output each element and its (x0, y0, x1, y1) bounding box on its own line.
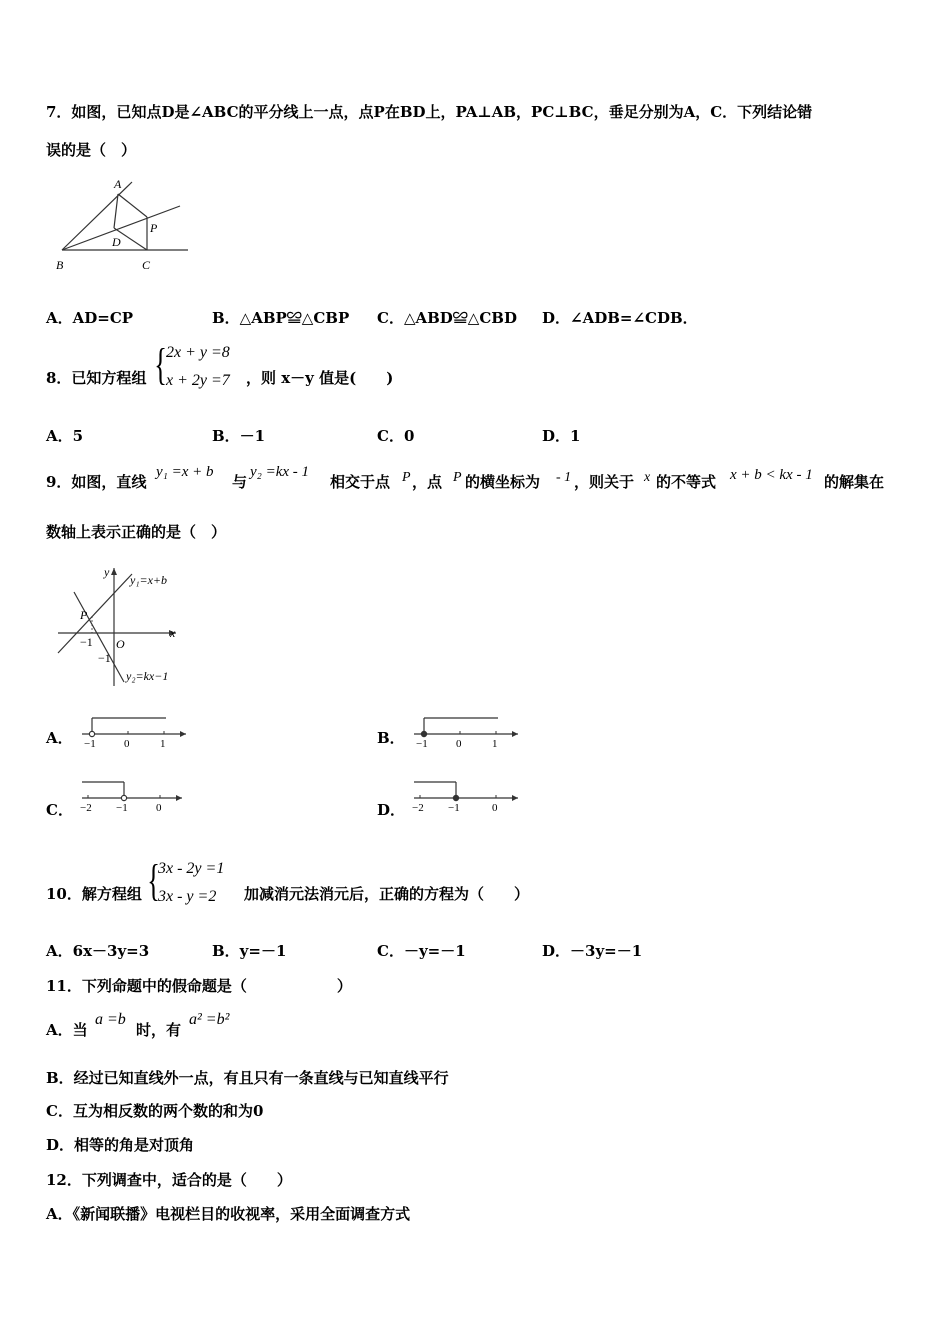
q10-number: 10．解方程组 (46, 885, 142, 903)
q7-figure (52, 174, 192, 274)
q9-d-tick-2: −1 (448, 802, 460, 814)
q8-eq1: 2x + y =8 (166, 344, 230, 361)
q9-ineq-label: 的不等式 (656, 473, 717, 491)
q10-eq2: 3x - y =2 (158, 888, 217, 905)
q11-option-c[interactable]: C．互为相反数的两个数的和为0 (46, 1102, 264, 1120)
q10-eq1: 3x - 2y =1 (158, 860, 225, 877)
q11-option-a-prefix[interactable]: A．当 (46, 1021, 88, 1039)
q9-point-text: ，点 (412, 473, 443, 491)
q9-c-tick-2: −1 (116, 802, 128, 814)
q9-number: 9．如图，直线 (46, 473, 147, 491)
q10-brace: { (147, 856, 160, 905)
q9-neg-one: - 1 (556, 470, 572, 485)
q9-solution: 的解集在 (824, 473, 885, 491)
q11-option-b[interactable]: B．经过已知直线外一点，有且只有一条直线与已知直线平行 (46, 1069, 449, 1087)
q7-stem-line1: 7．如图，已知点D是∠ABC的平分线上一点，点P在BD上，PA⊥AB，PC⊥BC，垂足分别为A，C．下列结论错 (46, 103, 813, 121)
q10-option-b[interactable]: B．y=－1 (212, 942, 287, 960)
q11-option-a-mid: 时，有 (136, 1021, 182, 1039)
q7-label-P: P (150, 221, 158, 235)
q9-option-d-label[interactable]: D． (377, 801, 406, 819)
q9-b-tick-3: 1 (492, 738, 498, 750)
q9-x-neg1: −1 (80, 635, 93, 649)
q9-option-c-label[interactable]: C． (46, 801, 73, 819)
q9-c-tick-3: 0 (156, 802, 162, 814)
q9-b-tick-2: 0 (456, 738, 462, 750)
q8-eq2: x + 2y =7 (166, 372, 230, 389)
q9-axis-y: y (104, 565, 110, 579)
q9-P: P (402, 470, 411, 485)
q9-line2: 数轴上表示正确的是（ ） (46, 523, 227, 541)
q8-tail: ，则 x－y 值是( ) (246, 369, 394, 387)
q11-stem: 11．下列命题中的假命题是（ ） (46, 977, 352, 995)
q7-label-D: D (112, 235, 121, 249)
q9-c-tick-1: −2 (80, 802, 92, 814)
q10-option-d[interactable]: D．－3y=－1 (542, 942, 643, 960)
q12-option-a[interactable]: A．《新闻联播》电视栏目的收视率，采用全面调查方式 (46, 1205, 411, 1223)
q9-option-a-numberline[interactable] (78, 712, 190, 750)
q10-option-c[interactable]: C．－y=－1 (377, 942, 466, 960)
q9-option-b-numberline[interactable] (410, 712, 522, 750)
q9-P-2: P (453, 470, 462, 485)
q9-d-tick-1: −2 (412, 802, 424, 814)
q9-axis-x: x (170, 626, 176, 640)
q9-a-tick-1: −1 (84, 738, 96, 750)
q9-option-a-label[interactable]: A． (46, 729, 73, 747)
q9-y-neg1: −1 (98, 651, 111, 665)
q9-d-tick-3: 0 (492, 802, 498, 814)
q9-line-y2-label: y₂=kx−1 (126, 669, 169, 683)
q9-origin: O (116, 637, 125, 651)
q7-label-B: B (56, 258, 64, 272)
q9-b-tick-1: −1 (416, 738, 428, 750)
q9-about: ，则关于 (574, 473, 635, 491)
q7-label-C: C (142, 258, 151, 272)
q9-line-y1-label: y₁=x+b (130, 573, 168, 587)
q7-stem-line2: 误的是（ ） (46, 141, 137, 159)
q11-option-a-result: a² =b² (189, 1011, 230, 1028)
q8-option-c[interactable]: C．0 (377, 427, 415, 445)
q8-option-a[interactable]: A．5 (46, 427, 84, 445)
q7-label-A: A (114, 177, 122, 191)
q7-option-a[interactable]: A．AD=CP (46, 309, 134, 327)
q9-abscissa: 的横坐标为 (465, 473, 541, 491)
q8-brace: { (154, 340, 167, 389)
q8-option-b[interactable]: B．－1 (212, 427, 266, 445)
q11-option-d[interactable]: D．相等的角是对顶角 (46, 1136, 195, 1154)
q9-intersect: 相交于点 (330, 473, 391, 491)
q12-stem: 12．下列调查中，适合的是（ ） (46, 1171, 292, 1189)
q8-number: 8．已知方程组 (46, 369, 147, 387)
q9-y1-expr: y₁ =x + b (156, 464, 214, 480)
q7-option-c[interactable]: C．△ABD≌△CBD (377, 309, 517, 327)
q9-a-tick-2: 0 (124, 738, 130, 750)
q10-tail: 加减消元法消元后，正确的方程为（ ） (244, 885, 530, 903)
q9-point-P: P (80, 608, 88, 622)
q9-with: 与 (232, 473, 248, 491)
q9-y2-expr: y₂ =kx - 1 (250, 464, 310, 480)
q9-graph (52, 562, 192, 690)
q11-option-a-cond: a =b (95, 1011, 126, 1028)
q9-a-tick-3: 1 (160, 738, 166, 750)
q9-x: x (644, 470, 651, 485)
q7-option-b[interactable]: B．△ABP≌△CBP (212, 309, 350, 327)
q10-option-a[interactable]: A．6x－3y=3 (46, 942, 150, 960)
q9-option-c-numberline[interactable] (78, 776, 190, 814)
q9-ineq: x + b < kx - 1 (730, 467, 813, 483)
q9-option-d-numberline[interactable] (410, 776, 522, 814)
q9-option-b-label[interactable]: B． (377, 729, 405, 747)
q7-option-d[interactable]: D．∠ADB=∠CDB． (542, 309, 698, 327)
q8-option-d[interactable]: D．1 (542, 427, 581, 445)
